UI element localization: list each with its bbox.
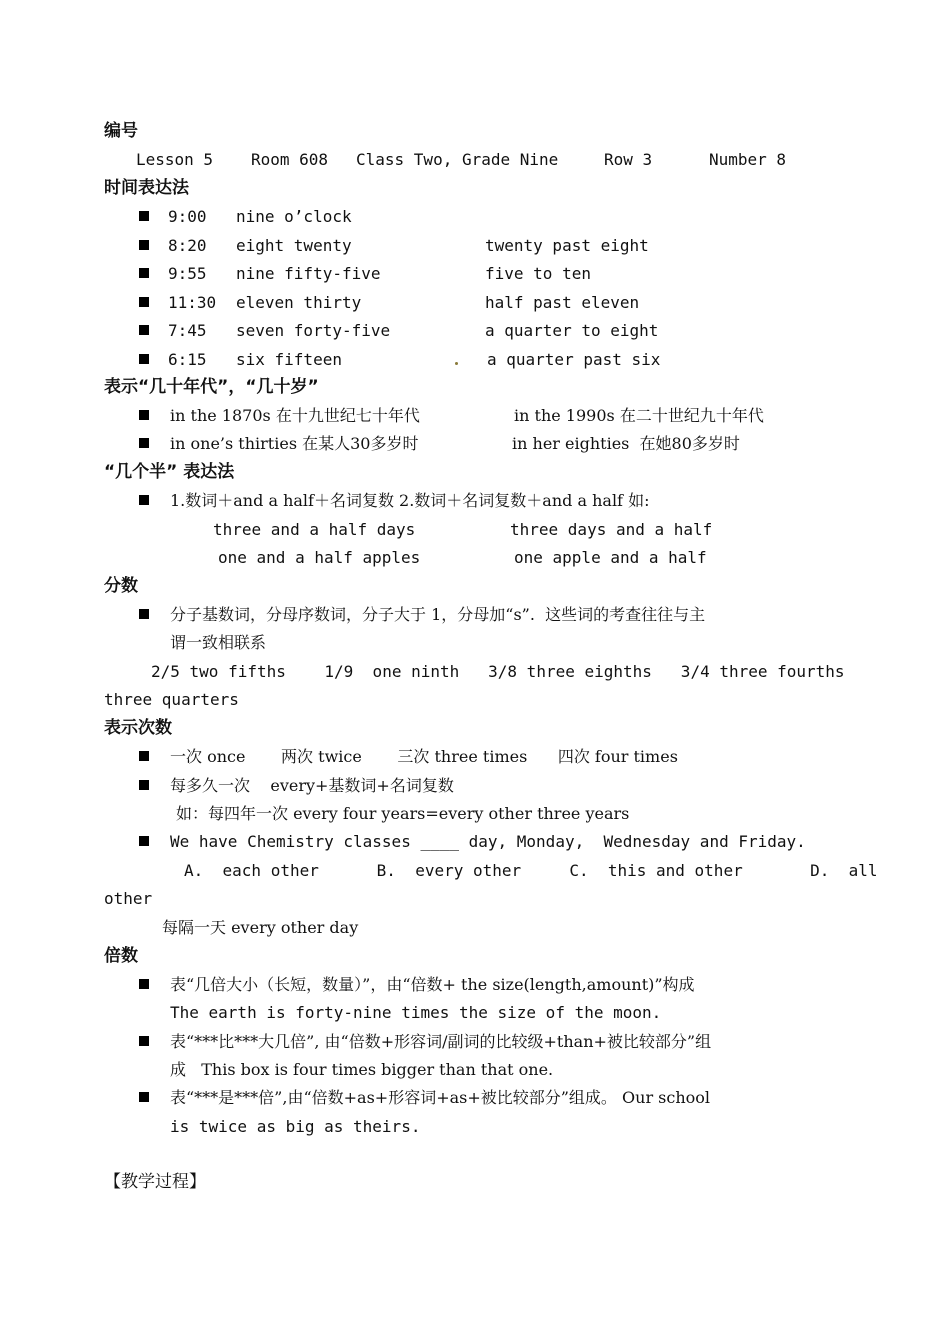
time-reading: eight twenty (236, 236, 352, 255)
section-heading-half: “几个半” 表达法 (104, 462, 235, 482)
time-alt-reading: a quarter to eight (485, 321, 659, 340)
times-note: 每隔一天 every other day (162, 918, 359, 937)
teaching-process-label: 【教学过程】 (104, 1172, 206, 1192)
bullet-icon (139, 211, 149, 221)
times-question-options-cont: other (104, 889, 153, 908)
time-alt-reading: half past eleven (485, 293, 640, 312)
section-heading-fractions: 分数 (104, 576, 138, 596)
decades-example: in the 1870s 在十九世纪七十年代 (170, 406, 420, 425)
time-clock: 7:45 (168, 321, 207, 340)
multiples-rule: 表“***是***倍”,由“倍数+as+形容词+as+被比较部分”组成。 Our school (170, 1088, 711, 1107)
bullet-icon (139, 297, 149, 307)
time-alt-reading: twenty past eight (485, 236, 649, 255)
bullet-icon (139, 438, 149, 448)
ages-example: in one’s thirties 在某人30多岁时 (170, 434, 419, 453)
times-question-options: A. each other B. every other C. this and other D. all (184, 861, 878, 880)
multiples-example: is twice as big as theirs. (170, 1117, 421, 1136)
fractions-rule: 分子基数词，分母序数词，分子大于 1，分母加“s”. 这些词的考查往往与主 (170, 605, 706, 624)
bullet-icon (139, 609, 149, 619)
fractions-examples-cont: three quarters (104, 690, 239, 709)
bullet-icon (139, 268, 149, 278)
time-clock: 8:20 (168, 236, 207, 255)
time-clock: 9:55 (168, 264, 207, 283)
half-example: one and a half apples (218, 548, 421, 567)
bullet-icon (139, 751, 149, 761)
bullet-icon (139, 979, 149, 989)
numbering-lesson: Lesson 5 (136, 150, 214, 169)
decades-example: in the 1990s 在二十世纪九十年代 (514, 406, 764, 425)
numbering-class: Class Two, Grade Nine (356, 150, 559, 169)
section-heading-multiples: 倍数 (104, 946, 138, 966)
bullet-icon (139, 354, 149, 364)
time-alt-reading: five to ten (485, 264, 591, 283)
bullet-icon (139, 836, 149, 846)
times-list: 一次 once 两次 twice 三次 three times 四次 four times (170, 747, 678, 766)
half-rule: 1.数词＋and a half＋名词复数 2.数词＋名词复数＋and a half 如: (170, 491, 650, 510)
ages-example: in her eighties 在她80多岁时 (512, 434, 740, 453)
numbering-number: Number 8 (709, 150, 787, 169)
time-clock: 6:15 (168, 350, 207, 369)
half-example: three and a half days (213, 520, 416, 539)
bullet-icon (139, 1092, 149, 1102)
bullet-icon (139, 325, 149, 335)
stray-dot-mark (455, 362, 458, 365)
time-reading: eleven thirty (236, 293, 362, 312)
times-rule: 每多久一次 every+基数词+名词复数 (170, 776, 454, 795)
multiples-rule: 表“***比***大几倍”, 由“倍数+形容词/副词的比较级+than+被比较部分”组 (170, 1032, 712, 1051)
half-example: three days and a half (510, 520, 713, 539)
time-reading: six fifteen (236, 350, 342, 369)
multiples-example: The earth is forty-nine times the size of the moon. (170, 1003, 662, 1022)
time-reading: nine o’clock (236, 207, 352, 226)
time-reading: seven forty-five (236, 321, 391, 340)
times-question: We have Chemistry classes ____ day, Monday, Wednesday and Friday. (170, 832, 806, 851)
bullet-icon (139, 1036, 149, 1046)
multiples-rule: 表“几倍大小（长短，数量）”，由“倍数+ the size(length,amount)”构成 (170, 975, 695, 994)
section-heading-time: 时间表达法 (104, 178, 189, 198)
fractions-rule-cont: 谓一致相联系 (170, 633, 267, 652)
bullet-icon (139, 780, 149, 790)
numbering-row: Row 3 (604, 150, 653, 169)
multiples-example: 成 This box is four times bigger than that one. (170, 1060, 554, 1079)
bullet-icon (139, 410, 149, 420)
section-heading-decades: 表示“几十年代”，“几十岁” (104, 377, 319, 397)
numbering-room: Room 608 (251, 150, 329, 169)
bullet-icon (139, 240, 149, 250)
section-heading-times: 表示次数 (104, 718, 172, 738)
half-example: one apple and a half (514, 548, 707, 567)
time-reading: nine fifty-five (236, 264, 381, 283)
section-heading-numbering: 编号 (104, 121, 138, 141)
time-clock: 9:00 (168, 207, 207, 226)
bullet-icon (139, 495, 149, 505)
times-rule-example: 如：每四年一次 every four years=every other three years (176, 804, 630, 823)
fractions-examples: 2/5 two fifths 1/9 one ninth 3/8 three eighths 3/4 three fourths (151, 662, 845, 681)
time-alt-reading: a quarter past six (487, 350, 661, 369)
time-clock: 11:30 (168, 293, 217, 312)
